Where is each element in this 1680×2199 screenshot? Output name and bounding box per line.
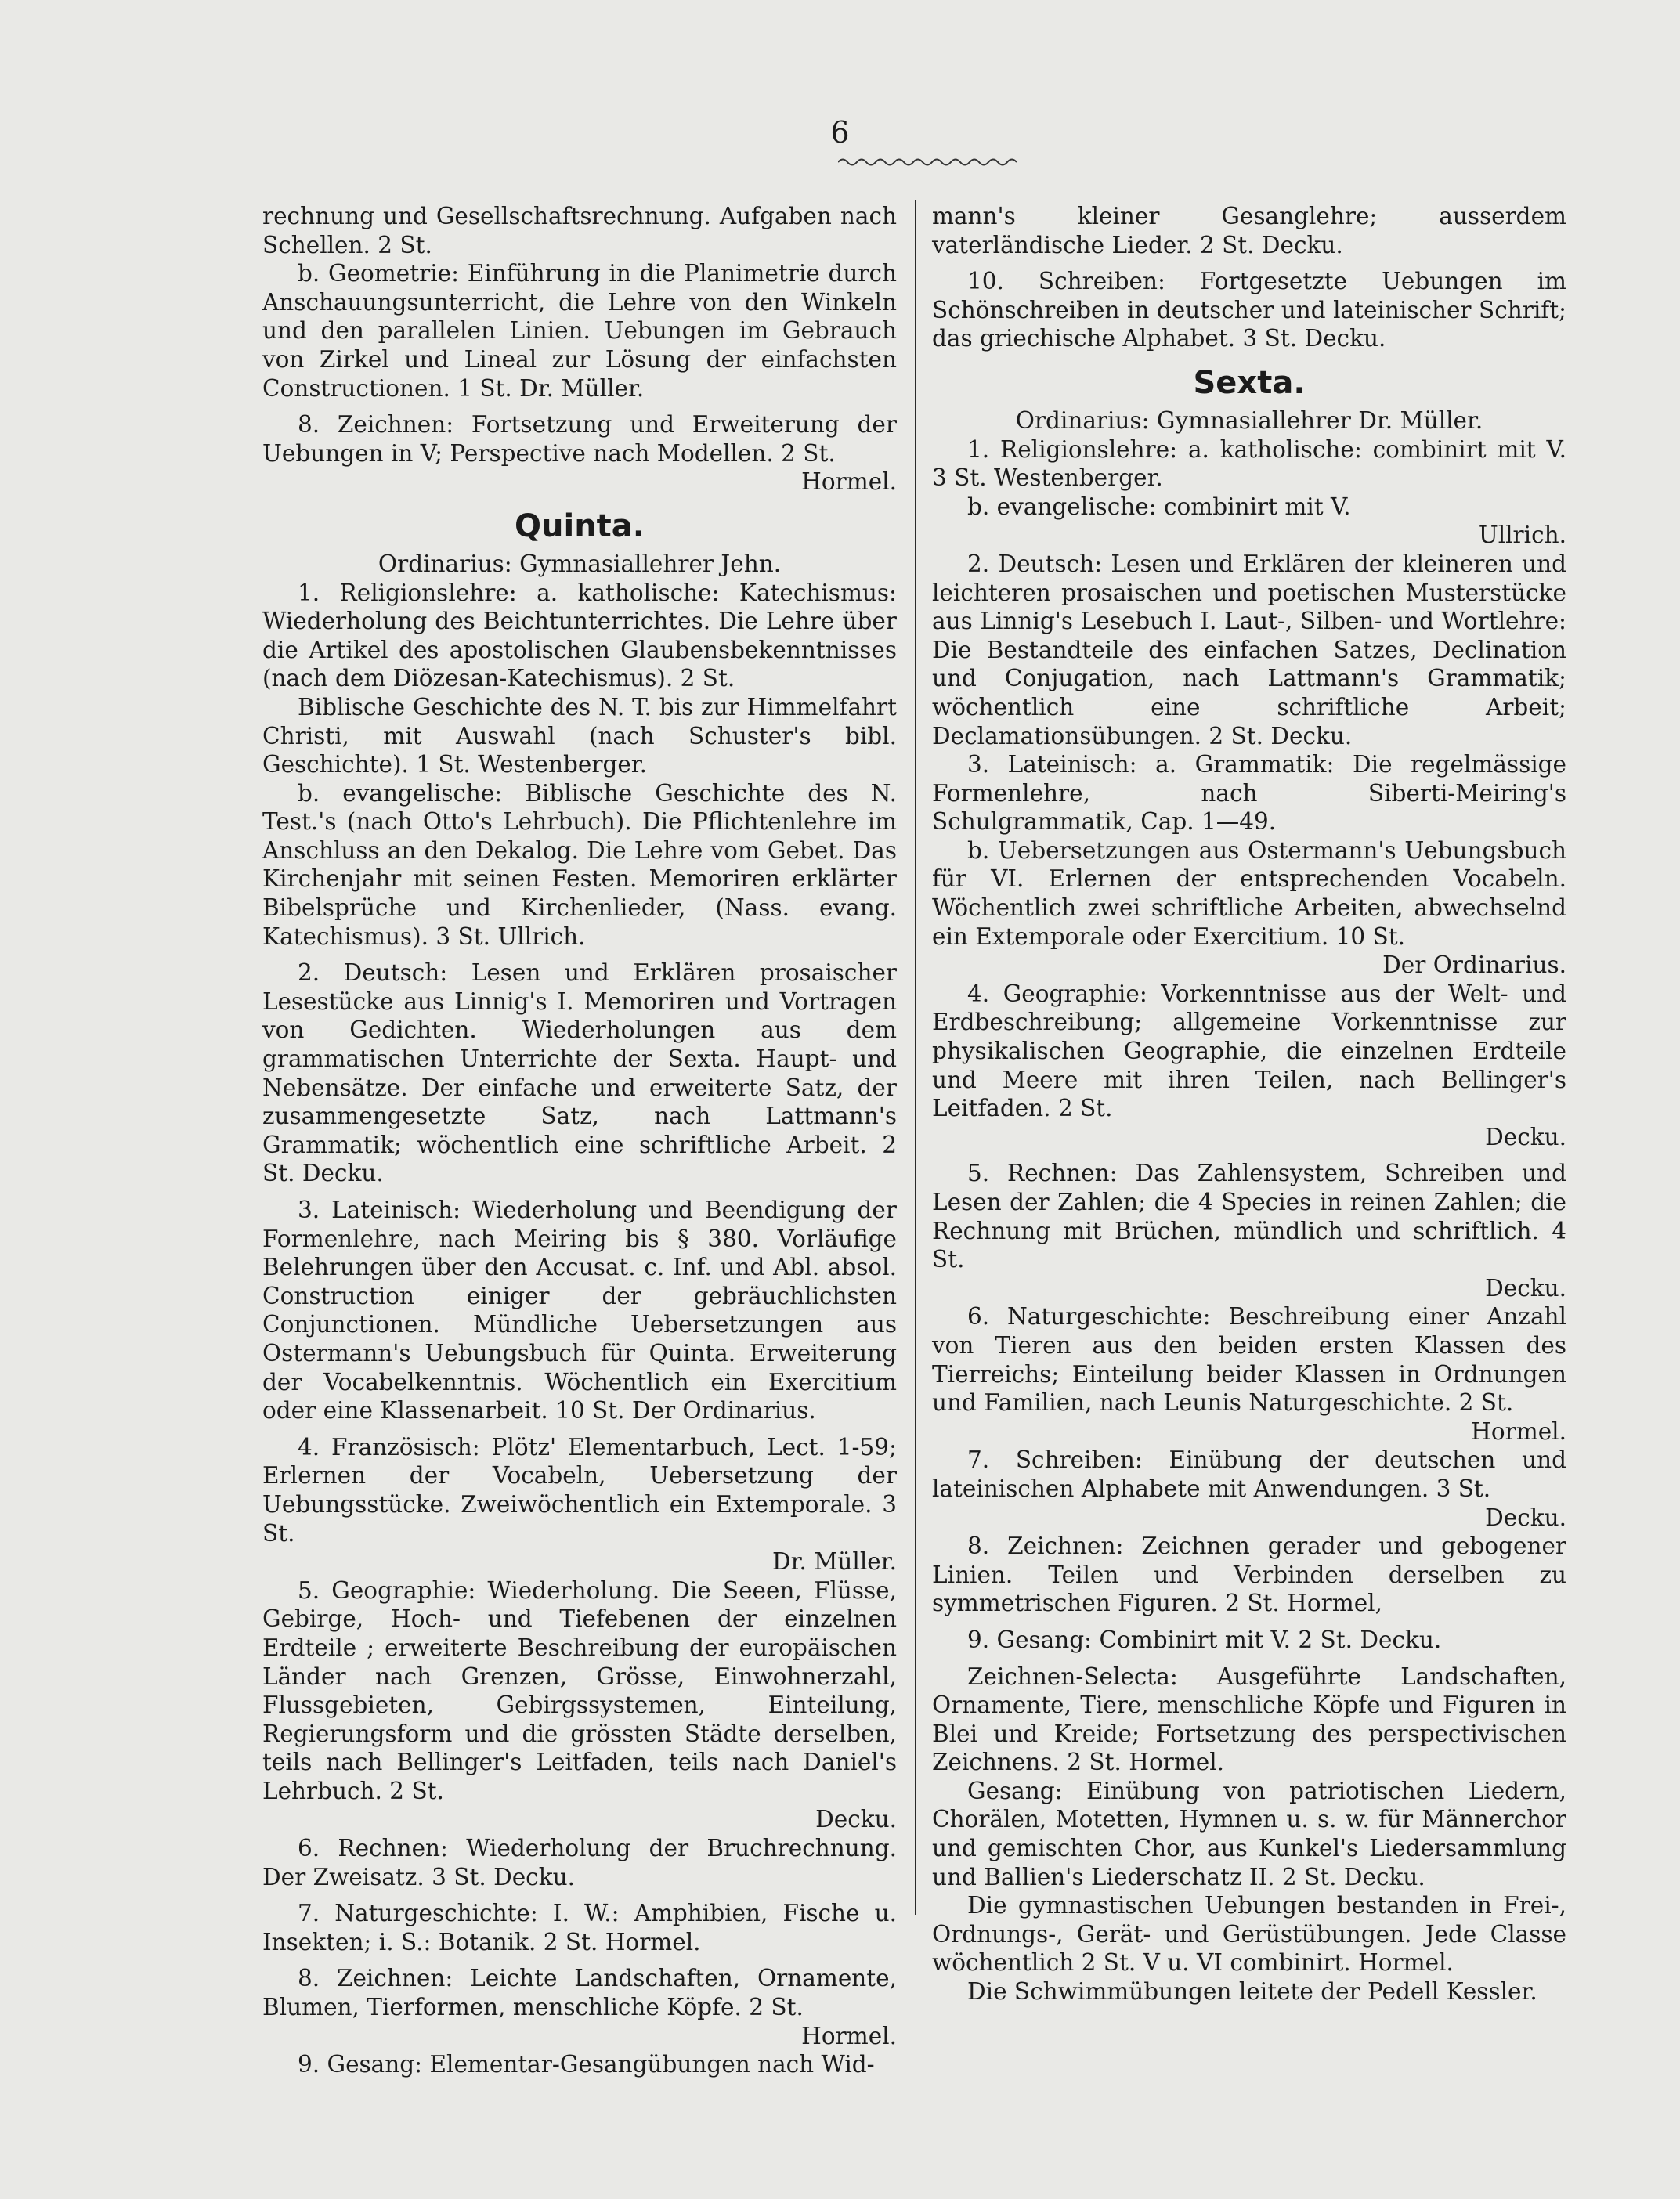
paragraph: 8. Zeichnen: Leichte Landschaften, Ornamente, Blumen, Tierformen, menschliche Köpfe. 2 St. [262, 1965, 897, 2021]
section-ordinarius: Ordinarius: Gymnasiallehrer Jehn. [378, 550, 782, 577]
paragraph: b. Uebersetzungen aus Ostermann's Uebungsbuch für VI. Erlernen der entsprechenden Vocabeln. Wöchentlich zwei schriftliche Arbeiten, abwechselnd ein Extemporale oder Exercitium. 10 St. [932, 836, 1566, 950]
header-ornament [838, 157, 1018, 168]
paragraph: 6. Rechnen: Wiederholung der Bruchrechnung. Der Zweisatz. 3 St. Decku. [262, 1835, 897, 1890]
paragraph: 3. Lateinisch: Wiederholung und Beendigung der Formenlehre, nach Meiring bis § 380. Vorläufige Belehrungen über den Accusat. c. Inf. und Abl. absol. Construction einiger der gebräuchlichsten Conjunctionen. Mündliche Uebersetzungen aus Ostermann's Uebungsbuch für Quinta. Erweiterung der Vocabelkenntnis. Wöchentlich ein Exercitium oder eine Klassenarbeit. 10 St. Der Ordinarius. [262, 1197, 897, 1424]
teacher-signature: Ullrich. [1478, 522, 1566, 549]
paragraph: 1. Religionslehre: a. katholische: Katechismus: Wiederholung des Beichtunterrichtes. Die Lehre über die Artikel des apostolischen Glaubensbekenntnisses (nach dem Diözesan-Katechismus). 2 St. [262, 579, 897, 692]
column-divider [915, 200, 916, 1915]
section-ordinarius: Ordinarius: Gymnasiallehrer Dr. Müller. [1015, 406, 1483, 434]
teacher-signature: Decku. [1485, 1123, 1566, 1150]
paragraph: 10. Schreiben: Fortgesetzte Uebungen im Schönschreiben in deutscher und lateinischer Schrift; das griechische Alphabet. 3 St. Decku. [932, 268, 1566, 352]
paragraph: Gesang: Einübung von patriotischen Liedern, Chorälen, Motetten, Hymnen u. s. w. für Männerchor und gemischten Chor, aus Kunkel's Liedersammlung und Ballien's Liederschatz II. 2 St. Decku. [932, 1777, 1566, 1890]
teacher-signature: Hormel. [801, 2022, 897, 2049]
paragraph: 5. Geographie: Wiederholung. Die Seeen, Flüsse, Gebirge, Hoch- und Tiefebenen der einzelnen Erdteile ; erweiterte Beschreibung der europäischen Länder nach Grenzen, Grösse, Einwohnerzahl, Flussgebieten, Gebirgssystemen, Einteilung, Regierungsform und die grössten Städte derselben, teils nach Bellinger's Leitfaden, teils nach Daniel's Lehrbuch. 2 St. [262, 1576, 897, 1804]
paragraph: 8. Zeichnen: Fortsetzung und Erweiterung der Uebungen in V; Perspective nach Modellen. 2 St. [262, 411, 897, 467]
paragraph: rechnung und Gesellschaftsrechnung. Aufgaben nach Schellen. 2 St. [262, 203, 897, 258]
paragraph: Die Schwimmübungen leitete der Pedell Kessler. [967, 1978, 1537, 2006]
paragraph: b. evangelische: combinirt mit V. [967, 493, 1351, 520]
right-column [932, 202, 1566, 2006]
section-heading: Quinta. [515, 507, 645, 544]
teacher-signature: Der Ordinarius. [1382, 951, 1566, 979]
paragraph: 3. Lateinisch: a. Grammatik: Die regelmässige Formenlehre, nach Siberti-Meiring's Schulgrammatik, Cap. 1—49. [932, 751, 1566, 836]
teacher-signature: Hormel. [1471, 1417, 1566, 1445]
section-heading: Sexta. [1193, 364, 1306, 401]
paragraph: Zeichnen-Selecta: Ausgeführte Landschaften, Ornamente, Tiere, menschliche Köpfe und Figuren in Blei und Kreide; Fortsetzung des perspectivischen Zeichnens. 2 St. Hormel. [932, 1663, 1566, 1776]
paragraph: mann's kleiner Gesanglehre; ausserdem vaterländische Lieder. 2 St. Decku. [932, 203, 1566, 258]
paragraph: 8. Zeichnen: Zeichnen gerader und gebogener Linien. Teilen und Verbinden derselben zu symmetrischen Figuren. 2 St. Hormel, [932, 1533, 1566, 1617]
paragraph: b. evangelische: Biblische Geschichte des N. Test.'s (nach Otto's Lehrbuch). Die Pflichtenlehre im Anschluss an den Dekalog. Die Lehre vom Gebet. Das Kirchenjahr mit seinen Festen. Memoriren erklärter Bibelsprüche und Kirchenlieder, (Nass. evang. Katechismus). 3 St. Ullrich. [262, 779, 897, 950]
teacher-signature: Decku. [815, 1806, 897, 1833]
paragraph: 7. Naturgeschichte: I. W.: Amphibien, Fische u. Insekten; i. S.: Botanik. 2 St. Hormel. [262, 1900, 897, 1955]
paragraph: 5. Rechnen: Das Zahlensystem, Schreiben und Lesen der Zahlen; die 4 Species in reinen Zahlen; die Rechnung mit Brüchen, mündlich und schriftlich. 4 St. [932, 1160, 1566, 1273]
left-column [262, 202, 897, 2079]
paragraph: 4. Geographie: Vorkenntnisse aus der Welt- und Erdbeschreibung; allgemeine Vorkenntnisse zur physikalischen Geographie, die einzelnen Erdteile und Meere mit ihren Teilen, nach Bellinger's Leitfaden. 2 St. [932, 980, 1566, 1122]
paragraph: Die gymnastischen Uebungen bestanden in Frei-, Ordnungs-, Gerät- und Gerüstübungen. Jede Classe wöchentlich 2 St. V u. VI combinirt. Hormel. [932, 1892, 1566, 1977]
paragraph: 9. Gesang: Elementar-Gesangübungen nach Wid- [298, 2051, 875, 2078]
teacher-signature: Hormel. [801, 468, 897, 496]
paragraph: 4. Französisch: Plötz' Elementarbuch, Lect. 1-59; Erlernen der Vocabeln, Uebersetzung der Uebungsstücke. Zweiwöchentlich ein Extemporale. 3 St. [262, 1433, 897, 1547]
teacher-signature: Dr. Müller. [771, 1548, 897, 1576]
page-number: 6 [830, 115, 850, 150]
paragraph: 9. Gesang: Combinirt mit V. 2 St. Decku. [967, 1626, 1442, 1653]
paragraph: Biblische Geschichte des N. T. bis zur Himmelfahrt Christi, mit Auswahl (nach Schuster's bibl. Geschichte). 1 St. Westenberger. [262, 693, 897, 778]
teacher-signature: Decku. [1485, 1504, 1566, 1531]
paragraph: 6. Naturgeschichte: Beschreibung einer Anzahl von Tieren aus den beiden ersten Klassen des Tierreichs; Einteilung beider Klassen in Ordnungen und Familien, nach Leunis Naturgeschichte. 2 St. [932, 1303, 1566, 1417]
teacher-signature: Decku. [1485, 1274, 1566, 1302]
paragraph: 2. Deutsch: Lesen und Erklären prosaischer Lesestücke aus Linnig's I. Memoriren und Vortragen von Gedichten. Wiederholungen aus dem grammatischen Unterrichte der Sexta. Haupt- und Nebensätze. Der einfache und erweiterte Satz, der zusammengesetzte Satz, nach Lattmann's Grammatik; wöchentlich eine schriftliche Arbeit. 2 St. Decku. [262, 959, 897, 1187]
paragraph: 1. Religionslehre: a. katholische: combinirt mit V. 3 St. Westenberger. [932, 435, 1566, 492]
paragraph: 7. Schreiben: Einübung der deutschen und lateinischen Alphabete mit Anwendungen. 3 St. [932, 1446, 1566, 1502]
paragraph: 2. Deutsch: Lesen und Erklären der kleineren und leichteren prosaischen und poetischen Musterstücke aus Linnig's Lesebuch I. Laut-, Silben- und Wortlehre: Die Bestandteile des einfachen Satzes, Declination und Conjugation, nach Lattmann's Grammatik; wöchentlich eine schriftliche Arbeit; Declamationsübungen. 2 St. Decku. [932, 550, 1566, 749]
paragraph: b. Geometrie: Einführung in die Planimetrie durch Anschauungsunterricht, die Lehre von den Winkeln und den parallelen Linien. Uebungen im Gebrauch von Zirkel und Lineal zur Lösung der einfachsten Constructionen. 1 St. Dr. Müller. [262, 260, 897, 402]
